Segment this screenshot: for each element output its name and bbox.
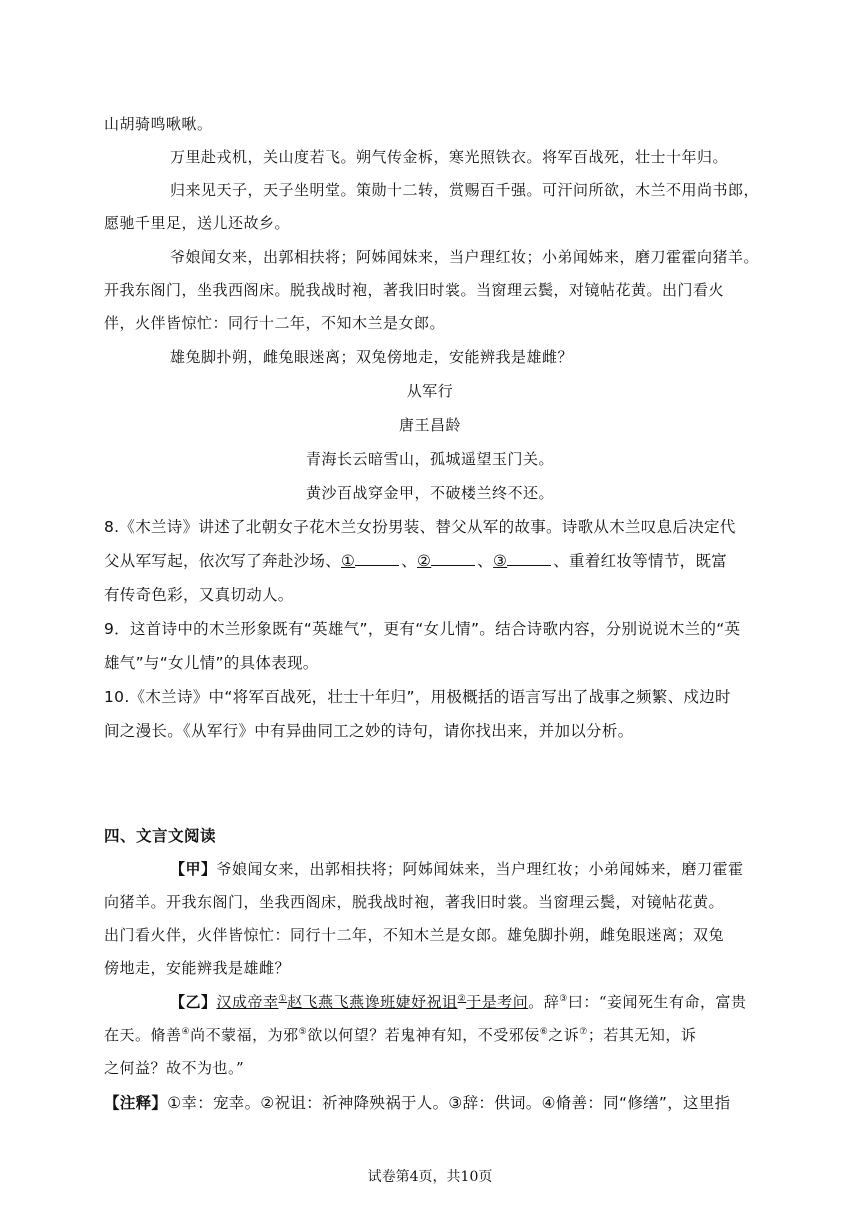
passage-jia	[170, 859, 744, 879]
passage-jia-line: 向猪羊。开我东阁门，坐我西阁床，脱我战时袍，著我旧时裳。当窗理云鬓，对镜帖花黄。	[104, 893, 725, 911]
question-10: 10.《木兰诗》中“将军百战死，壮士十年归”，用极概括的语言写出了战事之频繁、戍边时	[104, 688, 731, 706]
q8-sep: 、	[477, 552, 494, 570]
jia-text: 爷娘闻女来，出郭相扶将；阿姊闻妹来，当户理红妆；小弟闻姊来，磨刀霍霍	[216, 860, 744, 878]
yi-label: 【乙】	[170, 993, 217, 1011]
notes	[104, 1093, 730, 1113]
poem-line: 伴，火伴皆惊忙：同行十二年，不知木兰是女郎。	[104, 314, 446, 332]
note-ref: ①	[278, 994, 288, 1004]
question-9-cont: 雄气”与“女儿情”的具体表现。	[104, 654, 319, 672]
yi-underlined: 汉成帝幸	[216, 993, 279, 1011]
passage-yi-line: 之何益？故不为也。”	[104, 1059, 245, 1077]
q8-text: 、重着红妆等情节，既富	[553, 552, 728, 570]
q8-blank-1-marker: ①	[341, 552, 356, 570]
yi-text: 曰：“妾闻死生有命，富贵	[567, 993, 747, 1011]
poem-line: 爷娘闻女来，出郭相扶将；阿姊闻妹来，当户理红妆；小弟闻姊来，磨刀霍霍向猪羊。	[170, 248, 760, 266]
note-ref: ⑥	[539, 1027, 549, 1037]
question-8-cont	[104, 551, 727, 571]
answer-blank-3[interactable]	[507, 551, 551, 566]
answer-blank-2[interactable]	[431, 551, 475, 566]
yi-text: 在天。脩善	[104, 1026, 182, 1044]
note-ref: ④	[181, 1027, 191, 1037]
yi-text: 尚不蒙福，为邪	[190, 1026, 299, 1044]
poem2-line: 黄沙百战穿金甲，不破楼兰终不还。	[305, 484, 554, 502]
note-ref: ⑦	[579, 1027, 588, 1037]
poem-line: 开我东阁门，坐我西阁床。脱我战时袍，著我旧时裳。当窗理云鬓，对镜帖花黄。出门看火	[104, 281, 725, 299]
q8-sep: 、	[401, 552, 418, 570]
yi-text: 。辞	[528, 993, 560, 1011]
passage-yi	[170, 992, 746, 1012]
q8-text: 父从军写起，依次写了奔赴沙场、	[104, 552, 342, 570]
note-ref: ②	[457, 994, 467, 1004]
notes-label: 【注释】	[104, 1094, 168, 1112]
yi-underlined: 于是考问	[466, 993, 529, 1011]
q8-blank-2-marker: ②	[417, 552, 432, 570]
poem-line: 雄兔脚扑朔，雌兔眼迷离；双兔傍地走，安能辨我是雄雌？	[170, 348, 574, 366]
poem-line: 万里赴戎机，关山度若飞。朔气传金柝，寒光照铁衣。将军百战死，壮士十年归。	[170, 148, 729, 166]
passage-jia-line: 傍地走，安能辨我是雄雌？	[104, 959, 291, 977]
notes-text: ①幸：宠幸。②祝诅：祈神降殃祸于人。③辞：供词。④脩善：同“修缮”，这里指	[167, 1094, 731, 1112]
yi-text: 之诉	[548, 1026, 580, 1044]
passage-yi-line	[104, 1025, 696, 1045]
question-8-cont: 有传奇色彩，又真切动人。	[104, 586, 294, 604]
page-footer: 试卷第4页，共10页	[367, 1169, 493, 1185]
question-10-cont: 间之漫长。《从军行》中有异曲同工之妙的诗句，请你找出来，并加以分析。	[104, 722, 634, 740]
question-9: 9．这首诗中的木兰形象既有“英雄气”，更有“女儿情”。结合诗歌内容，分别说说木兰的“英	[104, 620, 741, 638]
poem-line: 山胡骑鸣啾啾。	[104, 115, 213, 133]
yi-text: 欲以何望？若鬼神有知，不受邪佞	[307, 1026, 540, 1044]
jia-label: 【甲】	[170, 860, 217, 878]
passage-jia-line: 出门看火伴，火伴皆惊忙：同行十二年，不知木兰是女郎。雄兔脚扑朔，雌兔眼迷离；双兔	[104, 926, 725, 944]
answer-blank-1[interactable]	[355, 551, 399, 566]
poem2-author: 唐王昌龄	[398, 416, 461, 434]
section-heading: 四、文言文阅读	[104, 827, 217, 845]
question-8: 8.《木兰诗》讲述了北朝女子花木兰女扮男装、替父从军的故事。诗歌从木兰叹息后决定代	[104, 518, 736, 536]
yi-underlined: 赵飞燕飞燕谗班婕妤祝诅	[287, 993, 458, 1011]
poem-line: 愿驰千里足，送儿还故乡。	[104, 214, 291, 232]
note-ref: ③	[559, 994, 568, 1004]
q8-blank-3-marker: ③	[493, 552, 508, 570]
note-ref: ⑤	[298, 1027, 308, 1037]
yi-text: ；若其无知，诉	[587, 1026, 697, 1044]
poem2-line: 青海长云暗雪山，孤城遥望玉门关。	[305, 450, 554, 468]
poem2-title: 从军行	[406, 382, 454, 400]
poem-line: 归来见天子，天子坐明堂。策勋十二转，赏赐百千强。可汗问所欲，木兰不用尚书郎，	[170, 181, 760, 199]
